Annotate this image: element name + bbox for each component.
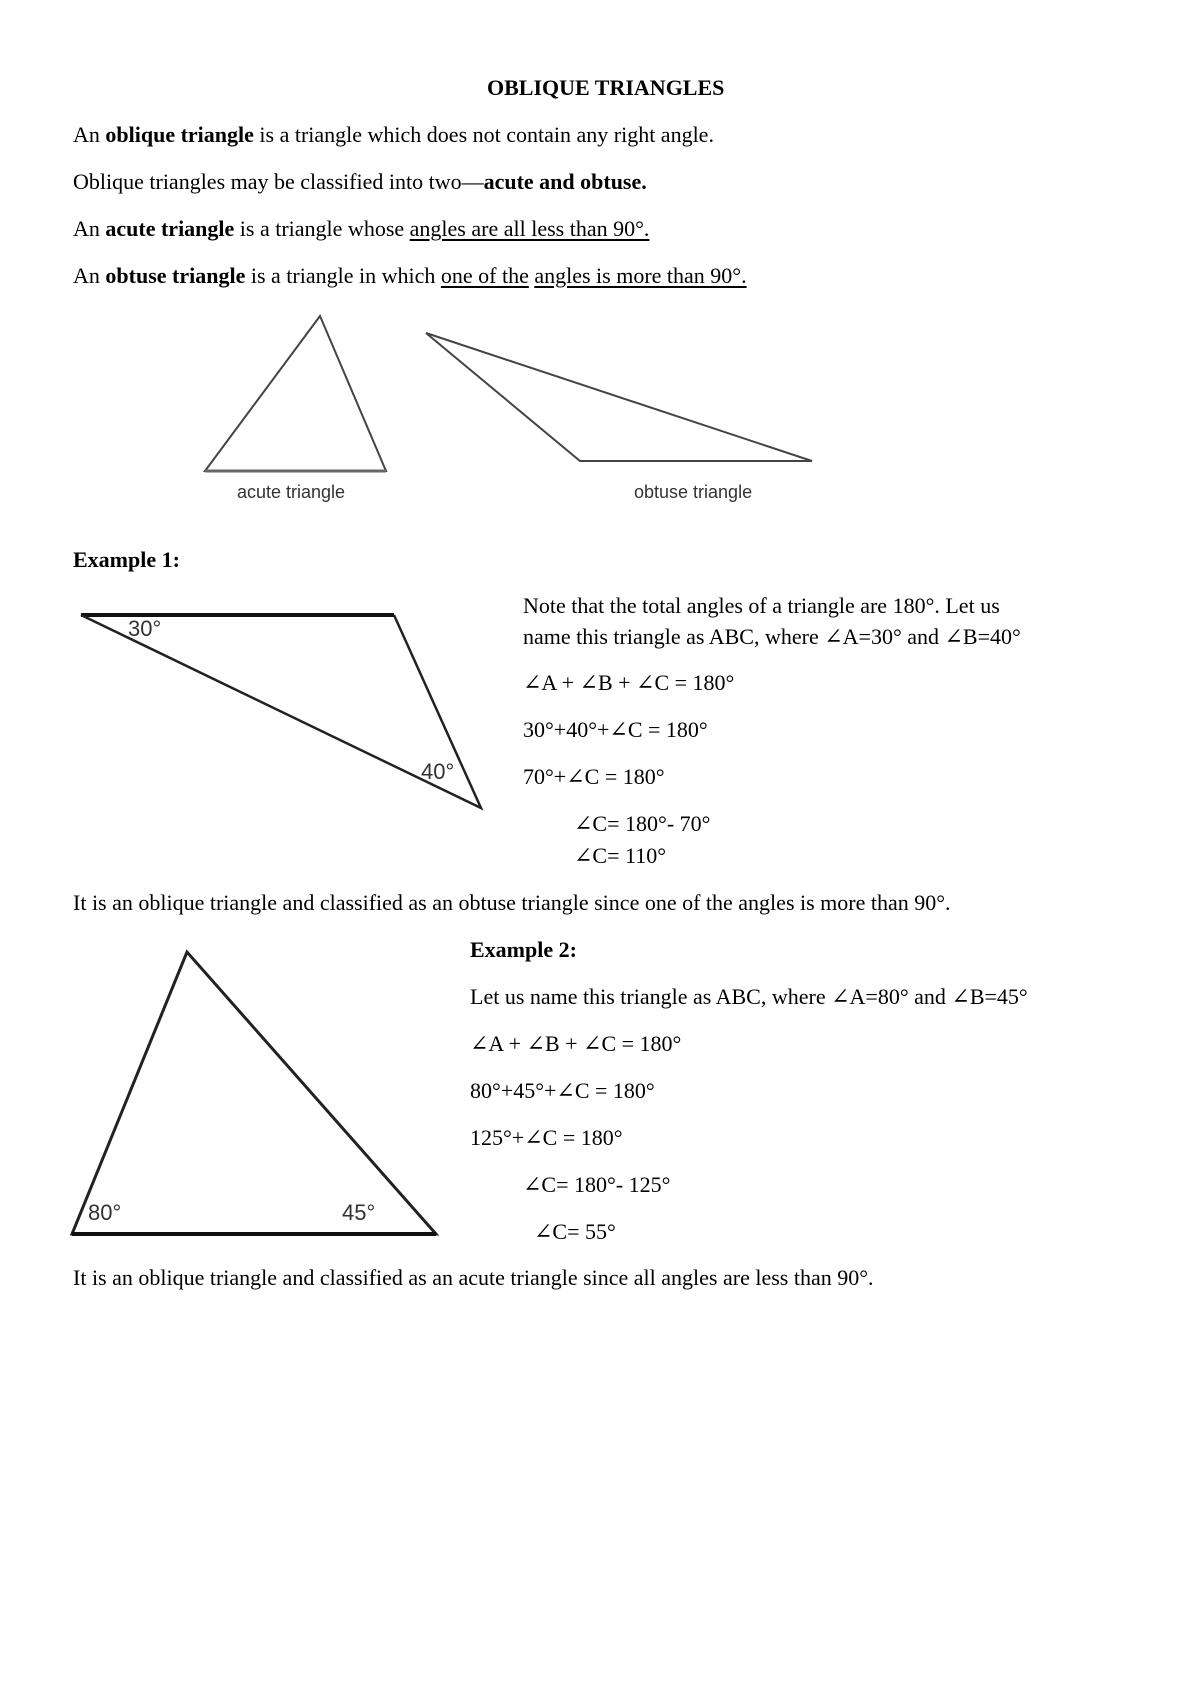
example-2-conclusion: It is an oblique triangle and classified as an acute triangle since all angles are less than 90°. (73, 1265, 874, 1290)
example-1-step: ∠A + ∠B + ∠C = 180° (523, 670, 735, 695)
definition-classification: Oblique triangles may be classified into two—acute and obtuse. (73, 169, 647, 194)
example-2-step: 125°+∠C = 180° (470, 1125, 623, 1150)
acute-triangle-caption: acute triangle (237, 482, 346, 502)
example-1-note-line-2: name this triangle as ABC, where ∠A=30° and ∠B=40° (523, 624, 1021, 649)
page-title: OBLIQUE TRIANGLES (487, 75, 725, 100)
example-1-conclusion: It is an oblique triangle and classified as an obtuse triangle since one of the angles is more than 90°. (73, 890, 951, 915)
example-2-note-line-1: Let us name this triangle as ABC, where ∠A=80° and ∠B=45° (470, 984, 1028, 1009)
example-1-step: ∠C= 180°- 70° (574, 811, 711, 836)
example-1-step: ∠C= 110° (574, 843, 666, 868)
definition-oblique: An oblique triangle is a triangle which does not contain any right angle. (73, 122, 714, 147)
example-2-triangle-shape (72, 952, 436, 1234)
example-2-angle-b-label: 45° (342, 1200, 376, 1225)
definition-acute: An acute triangle is a triangle whose angles are all less than 90°. (73, 216, 650, 241)
example-1-step: 70°+∠C = 180° (523, 764, 665, 789)
example-2-step: ∠C= 180°- 125° (523, 1172, 671, 1197)
example-2-step: ∠A + ∠B + ∠C = 180° (470, 1031, 682, 1056)
obtuse-triangle-caption: obtuse triangle (634, 482, 753, 502)
example-1-note-line-1: Note that the total angles of a triangle are 180°. Let us (523, 593, 1000, 618)
example-2-angle-a-label: 80° (88, 1200, 122, 1225)
example-2-heading: Example 2: (470, 937, 577, 962)
example-2-step: 80°+45°+∠C = 180° (470, 1078, 655, 1103)
example-1-heading: Example 1: (73, 547, 180, 572)
example-1-angle-b-label: 40° (421, 759, 455, 784)
definition-obtuse: An obtuse triangle is a triangle in which one of the angles is more than 90°. (73, 263, 747, 288)
example-2-step: ∠C= 55° (534, 1219, 616, 1244)
example-1-step: 30°+40°+∠C = 180° (523, 717, 708, 742)
example-1-angle-a-label: 30° (128, 616, 162, 641)
